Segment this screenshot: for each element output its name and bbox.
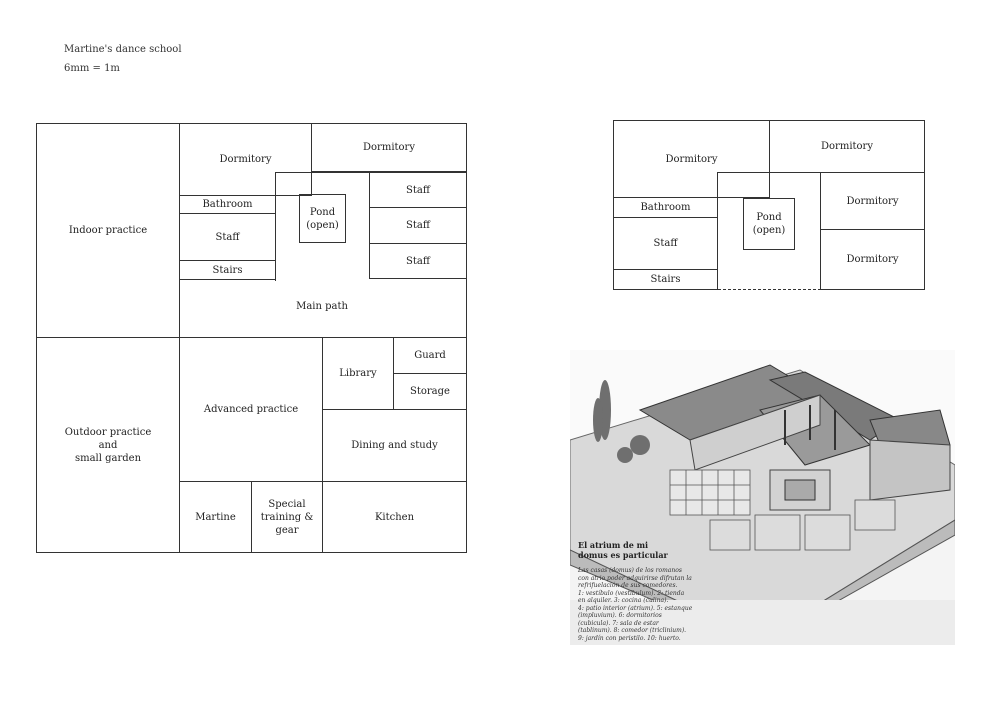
alt-room-pond: Pond (open) bbox=[743, 198, 795, 250]
alt-floor-plan bbox=[613, 120, 925, 290]
room-dormitory-2: Dormitory bbox=[311, 124, 466, 172]
courtyard-top-wall bbox=[275, 172, 370, 173]
courtyard-left-wall bbox=[275, 172, 276, 281]
room-special-training: Special training & gear bbox=[251, 481, 323, 553]
caption-title: El atrium de mi domus es particular bbox=[578, 539, 668, 560]
room-outdoor-practice: Outdoor practice and small garden bbox=[37, 337, 180, 553]
room-library: Library bbox=[322, 337, 394, 410]
roman-domus-illustration bbox=[570, 350, 955, 645]
alt-room-dormitory-3: Dormitory bbox=[820, 172, 925, 230]
room-advanced-practice: Advanced practice bbox=[179, 337, 323, 482]
room-staff-left: Staff bbox=[179, 213, 276, 261]
main-floor-plan bbox=[36, 123, 467, 553]
room-storage: Storage bbox=[393, 373, 466, 410]
alt-room-dormitory-1: Dormitory bbox=[613, 120, 770, 198]
room-martine: Martine bbox=[179, 481, 252, 553]
main-path-label: Main path bbox=[296, 301, 348, 312]
room-kitchen: Kitchen bbox=[322, 481, 466, 553]
alt-courtyard-left-wall bbox=[717, 172, 718, 198]
room-indoor-practice: Indoor practice bbox=[37, 124, 180, 338]
alt-room-dormitory-4: Dormitory bbox=[820, 229, 925, 290]
alt-room-stairs: Stairs bbox=[613, 269, 718, 290]
room-bathroom: Bathroom bbox=[179, 195, 276, 214]
caption-body: Las casas (domus) de los romanos con atrio poder adquirirse difrutan la refrifuelación de sus comedores. 1: vestíbulo (vestibulum). 2: tienda en alquiler. 3: cocina (culina). 4: patio interior (atrium). 5: estanque (impluvium). 6: dormitorios (cubicula). 7: sala de estar (tablinum). 8: comedor (triclinium). 9: jardín con peristilo. 10: huerto. bbox=[578, 567, 693, 642]
alt-room-bathroom: Bathroom bbox=[613, 197, 718, 218]
room-staff-1: Staff bbox=[369, 172, 466, 208]
room-pond: Pond (open) bbox=[299, 194, 346, 243]
room-staff-2: Staff bbox=[369, 207, 466, 244]
room-staff-3: Staff bbox=[369, 243, 466, 279]
alt-courtyard-open-edge bbox=[718, 289, 821, 290]
alt-room-dormitory-2: Dormitory bbox=[769, 120, 925, 173]
room-dining-study: Dining and study bbox=[322, 409, 466, 482]
illustration-caption bbox=[578, 532, 703, 642]
alt-courtyard-top-wall bbox=[717, 172, 822, 173]
room-guard: Guard bbox=[393, 337, 466, 374]
plan-scale: 6mm = 1m bbox=[64, 63, 120, 74]
room-dormitory-1: Dormitory bbox=[179, 124, 312, 196]
room-stairs: Stairs bbox=[179, 260, 276, 280]
plan-title: Martine's dance school bbox=[64, 44, 182, 55]
alt-room-staff: Staff bbox=[613, 217, 718, 270]
